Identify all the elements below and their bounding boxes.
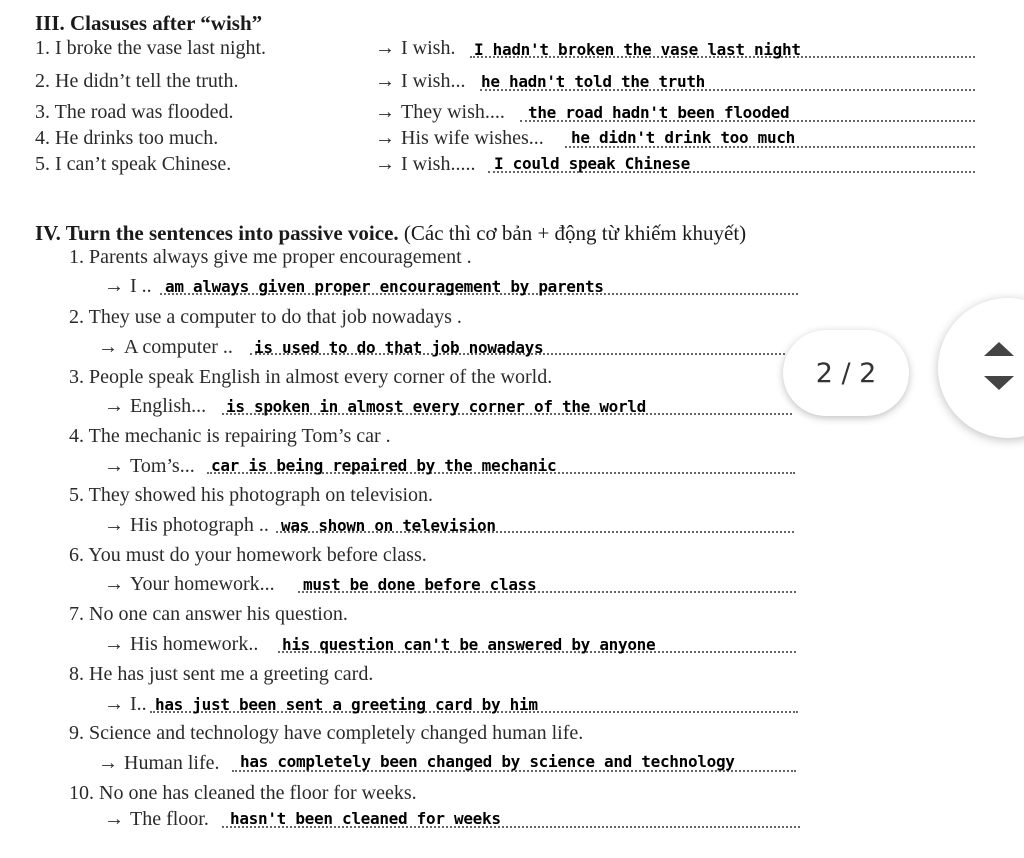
s4-lead-9: Human life. bbox=[124, 752, 220, 774]
s3-question-1: 1. I broke the vase last night. bbox=[35, 37, 267, 59]
s4-answer-4: car is being repaired by the mechanic bbox=[211, 456, 557, 475]
arrow-icon: → bbox=[375, 153, 395, 175]
arrow-icon: → bbox=[104, 633, 124, 655]
s3-answer-5: I could speak Chinese bbox=[494, 154, 690, 173]
chevron-up-icon[interactable] bbox=[984, 342, 1014, 356]
section-3-title: III. Clasuses after “wish” bbox=[35, 11, 263, 35]
s4-lead-1: I .. bbox=[130, 275, 152, 297]
s3-question-3: 3. The road was flooded. bbox=[35, 101, 234, 123]
s4-answer-7: his question can't be answered by anyone bbox=[282, 635, 656, 654]
arrow-icon: → bbox=[104, 808, 124, 830]
s4-answer-6: must be done before class bbox=[303, 575, 537, 594]
arrow-icon: → bbox=[375, 101, 395, 123]
chevron-down-icon[interactable] bbox=[984, 376, 1014, 390]
s3-answer-4: he didn't drink too much bbox=[571, 128, 795, 147]
s4-answer-8: has just been sent a greeting card by him bbox=[155, 695, 538, 714]
s4-question-9: 9. Science and technology have completely changed human life. bbox=[69, 722, 584, 744]
arrow-icon: → bbox=[375, 70, 395, 92]
s3-lead-3: They wish.... bbox=[401, 101, 505, 123]
arrow-icon: → bbox=[104, 455, 124, 477]
arrow-icon: → bbox=[375, 37, 395, 59]
s4-question-2: 2. They use a computer to do that job nowadays . bbox=[69, 306, 462, 328]
s3-answer-2: he hadn't told the truth bbox=[481, 72, 705, 91]
s4-question-6: 6. You must do your homework before class. bbox=[69, 544, 427, 566]
s4-lead-7: His homework.. bbox=[130, 633, 259, 655]
s4-question-7: 7. No one can answer his question. bbox=[69, 603, 348, 625]
section-4-title-note: (Các thì cơ bản + động từ khiếm khuyết) bbox=[398, 221, 747, 245]
s4-question-3: 3. People speak English in almost every corner of the world. bbox=[69, 366, 553, 388]
section-4-title bbox=[35, 221, 746, 246]
s3-question-4: 4. He drinks too much. bbox=[35, 127, 219, 149]
arrow-icon: → bbox=[104, 514, 124, 536]
s3-answer-1: I hadn't broken the vase last night bbox=[474, 40, 801, 59]
s4-answer-5: was shown on television bbox=[281, 516, 496, 535]
s4-question-5: 5. They showed his photograph on television. bbox=[69, 484, 434, 506]
s4-lead-8: I.. bbox=[130, 693, 147, 715]
s3-lead-5: I wish..... bbox=[401, 153, 476, 175]
s3-lead-2: I wish... bbox=[401, 70, 466, 92]
s3-lead-4: His wife wishes... bbox=[401, 127, 544, 149]
arrow-icon: → bbox=[375, 127, 395, 149]
s4-question-1: 1. Parents always give me proper encouragement . bbox=[69, 246, 472, 268]
s4-lead-3: English... bbox=[130, 395, 207, 417]
s3-answer-3: the road hadn't been flooded bbox=[528, 103, 790, 122]
s4-answer-10: hasn't been cleaned for weeks bbox=[230, 809, 501, 828]
arrow-icon: → bbox=[104, 573, 124, 595]
page-indicator: 2 / 2 bbox=[783, 330, 909, 416]
s4-answer-3: is spoken in almost every corner of the world bbox=[226, 397, 646, 416]
page-nav-control bbox=[938, 298, 1024, 438]
s4-question-10: 10. No one has cleaned the floor for weeks. bbox=[69, 782, 417, 804]
s3-lead-1: I wish. bbox=[401, 37, 456, 59]
s3-question-5: 5. I can’t speak Chinese. bbox=[35, 153, 232, 175]
s4-question-8: 8. He has just sent me a greeting card. bbox=[69, 663, 374, 685]
s4-answer-9: has completely been changed by science and technology bbox=[240, 752, 735, 771]
s4-lead-4: Tom’s... bbox=[130, 455, 195, 477]
section-4-title-bold: IV. Turn the sentences into passive voice. bbox=[35, 221, 399, 245]
s4-answer-1: am always given proper encouragement by parents bbox=[165, 277, 604, 296]
s4-lead-6: Your homework... bbox=[130, 573, 275, 595]
s4-lead-2: A computer .. bbox=[124, 336, 233, 358]
s4-answer-2: is used to do that job nowadays bbox=[254, 338, 544, 357]
s3-question-2: 2. He didn’t tell the truth. bbox=[35, 70, 239, 92]
arrow-icon: → bbox=[104, 275, 124, 297]
s4-question-4: 4. The mechanic is repairing Tom’s car . bbox=[69, 425, 391, 447]
s4-lead-5: His photograph .. bbox=[130, 514, 269, 536]
arrow-icon: → bbox=[98, 752, 118, 774]
arrow-icon: → bbox=[104, 693, 124, 715]
s4-lead-10: The floor. bbox=[130, 808, 209, 830]
arrow-icon: → bbox=[104, 395, 124, 417]
arrow-icon: → bbox=[98, 336, 118, 358]
